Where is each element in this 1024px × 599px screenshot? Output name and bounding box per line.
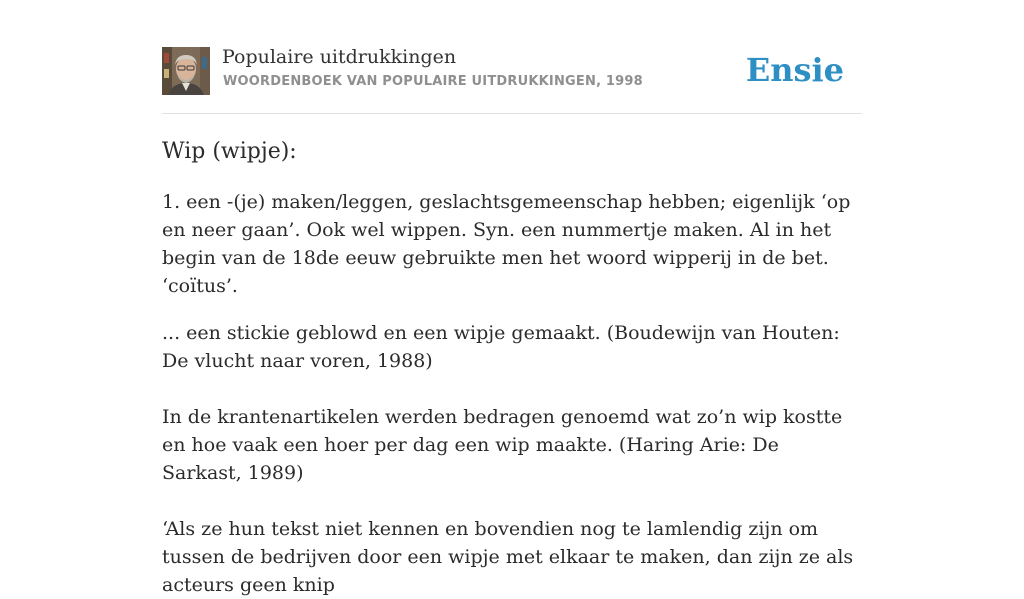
source-subtitle: WOORDENBOEK VAN POPULAIRE UITDRUKKINGEN, 1998	[223, 74, 643, 89]
entry-header	[162, 46, 862, 96]
entry-content	[162, 136, 862, 599]
author-portrait-icon[interactable]	[162, 47, 210, 95]
avatar-illustration	[162, 47, 210, 95]
entry-quote-1: ... een stickie geblowd en een wipje gemaakt. (Boudewijn van Houten: De vlucht naar voren, 1988)	[162, 322, 840, 372]
entry-quote-2: In de krantenartikelen werden bedragen genoemd wat zo’n wip kostte en hoe vaak een hoer per dag een wip maakte. (Haring Arie: De Sarkast, 1989)	[162, 406, 843, 484]
header-divider	[162, 113, 862, 114]
entry-headword: Wip (wipje):	[162, 139, 297, 164]
source-title[interactable]: Populaire uitdrukkingen	[222, 46, 457, 68]
entry-quote-3: ‘Als ze hun tekst niet kennen en bovendien nog te lamlendig zijn om tussen de bedrijven door een wipje met elkaar te maken, dan zijn ze als acteurs geen knip	[162, 518, 854, 596]
brand-logo[interactable]: Ensie	[745, 51, 844, 89]
entry-definition: 1. een -(je) maken/leggen, geslachtsgemeenschap hebben; eigenlijk ‘op en neer gaan’. Ook wel wippen. Syn. een nummertje maken. Al in het begin van de 18de eeuw gebruikte men het woord wipperij in de bet. ‘coïtus’.	[162, 191, 851, 297]
